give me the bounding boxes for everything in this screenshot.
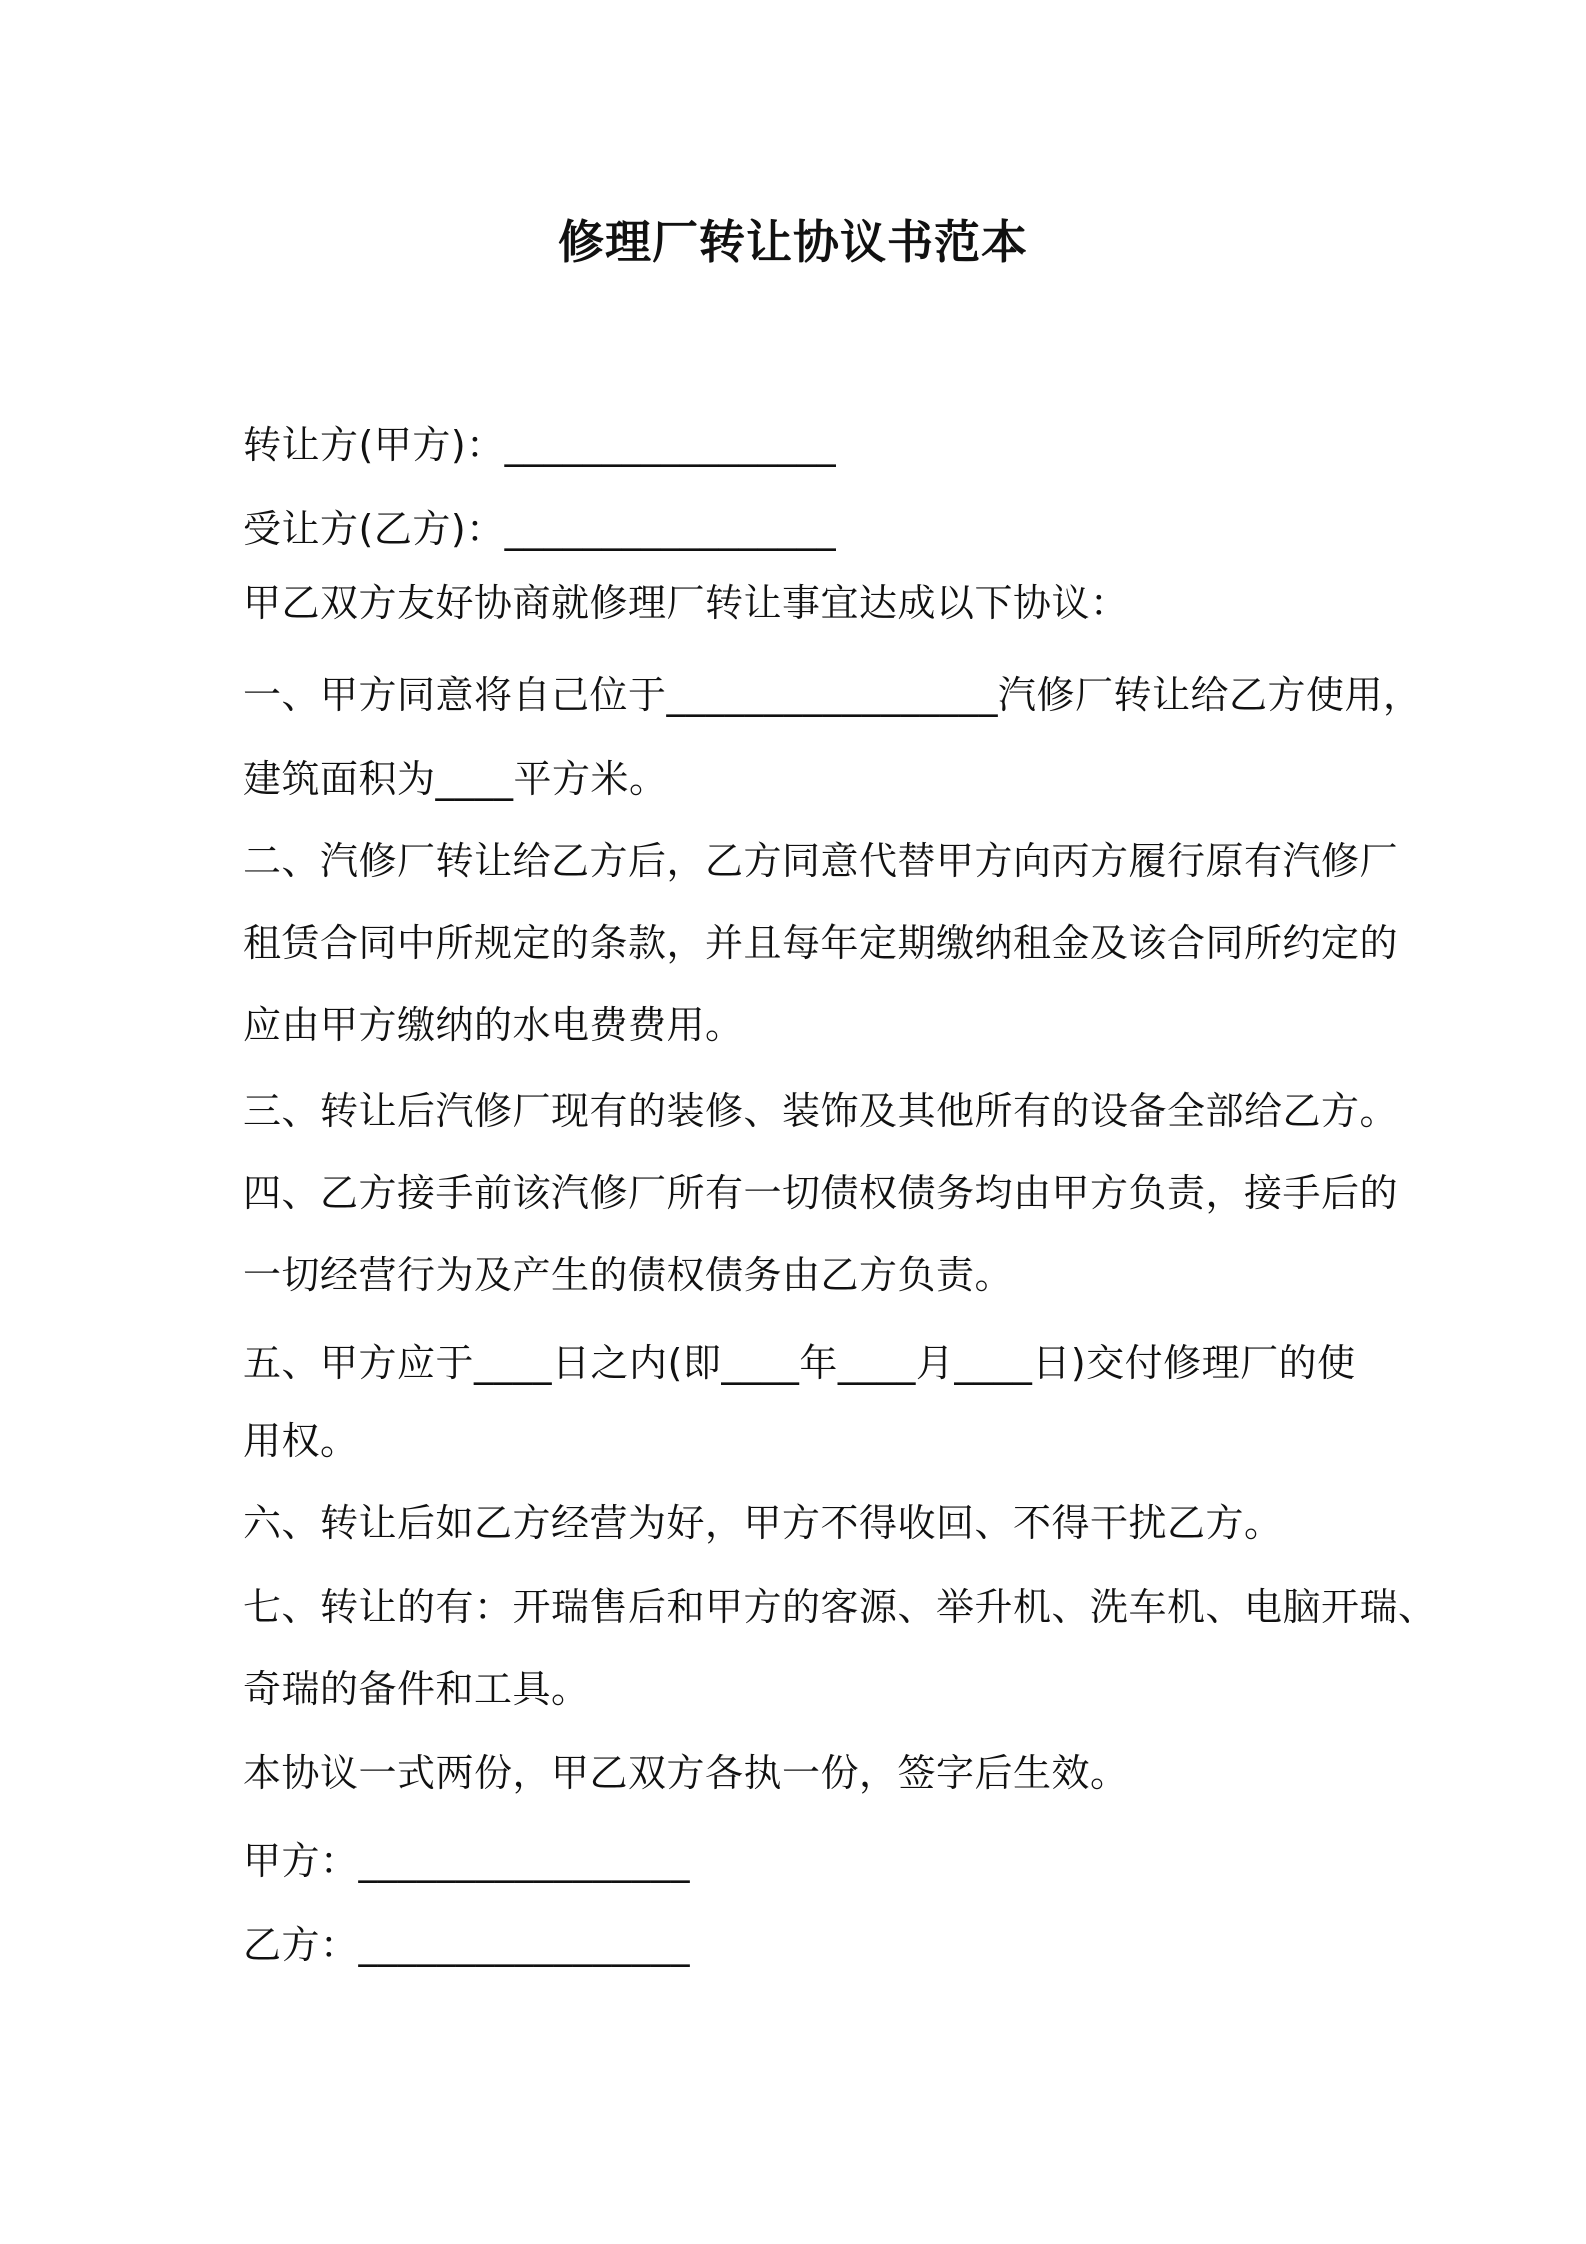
clause-3: 三、转让后汽修厂现有的装修、装饰及其他所有的设备全部给乙方。	[243, 1089, 1399, 1133]
document-title: 修理厂转让协议书范本	[558, 215, 1028, 269]
clause-1-line-2: 建筑面积为____平方米。	[243, 757, 668, 801]
effectiveness-clause: 本协议一式两份，甲乙双方各执一份，签字后生效。	[243, 1751, 1129, 1795]
transferor-line: 转让方(甲方)：_________________	[243, 423, 837, 467]
clause-2-line-3: 应由甲方缴纳的水电费费用。	[243, 1003, 744, 1047]
clause-2-line-2: 租赁合同中所规定的条款，并且每年定期缴纳租金及该合同所约定的	[243, 921, 1399, 965]
clause-2-line-1: 二、汽修厂转让给乙方后，乙方同意代替甲方向丙方履行原有汽修厂	[243, 839, 1399, 883]
agreement-intro: 甲乙双方友好协商就修理厂转让事宜达成以下协议：	[243, 581, 1129, 625]
clause-7-line-1: 七、转让的有：开瑞售后和甲方的客源、举升机、洗车机、电脑开瑞、	[243, 1585, 1437, 1629]
clause-5-line-2: 用权。	[243, 1419, 359, 1463]
party-a-signature-line: 甲方：_________________	[243, 1839, 691, 1883]
clause-4-line-2: 一切经营行为及产生的债权债务由乙方负责。	[243, 1253, 1014, 1297]
clause-6: 六、转让后如乙方经营为好，甲方不得收回、不得干扰乙方。	[243, 1501, 1283, 1545]
clause-4-line-1: 四、乙方接手前该汽修厂所有一切债权债务均由甲方负责，接手后的	[243, 1171, 1399, 1215]
clause-1-line-1: 一、甲方同意将自己位于_________________汽修厂转让给乙方使用，	[243, 673, 1422, 717]
transferee-line: 受让方(乙方)：_________________	[243, 507, 837, 551]
party-b-signature-line: 乙方：_________________	[243, 1923, 691, 1967]
clause-7-line-2: 奇瑞的备件和工具。	[243, 1667, 590, 1711]
clause-5-line-1: 五、甲方应于____日之内(即____年____月____日)交付修理厂的使	[243, 1341, 1356, 1385]
